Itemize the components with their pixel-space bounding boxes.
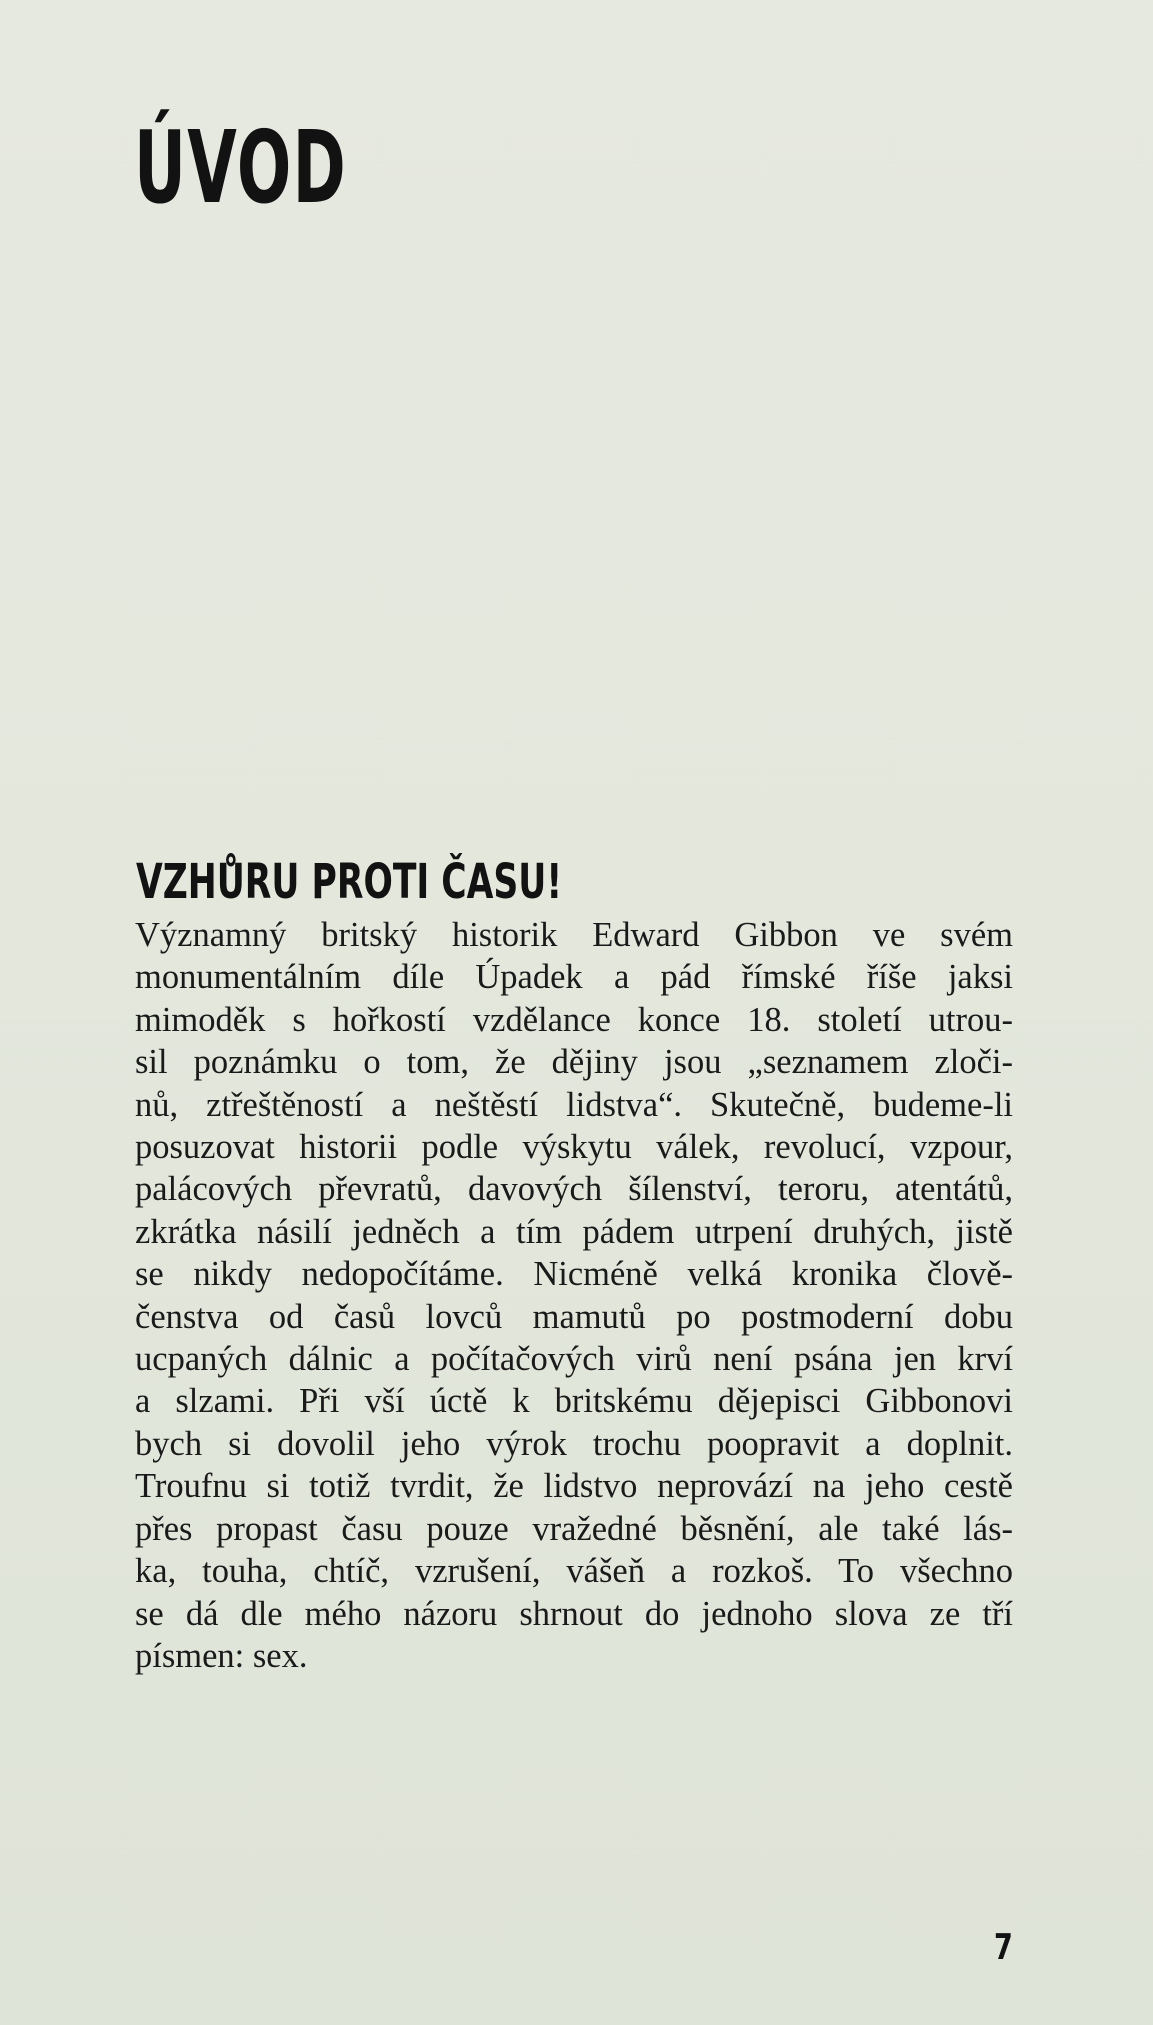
text-line: mimoděk s hořkostí vzdělance konce 18. století utrou- [135, 1000, 1013, 1039]
text-line: ucpaných dálnic a počítačových virů není psána jen krví [135, 1340, 1013, 1379]
body-paragraph [135, 914, 1013, 1677]
text-line: monumentálním díle Úpadek a pád římské říše jaksi [135, 958, 1013, 997]
text-line: písmen: sex. [135, 1636, 308, 1675]
text-line: čenstva od časů lovců mamutů po postmoderní dobu [135, 1297, 1013, 1336]
chapter-title: ÚVOD [134, 109, 348, 226]
text-line: posuzovat historii podle výskytu válek, revolucí, vzpour, [135, 1128, 1013, 1167]
text-line: ka, touha, chtíč, vzrušení, vášeň a rozkoš. To všechno [135, 1552, 1013, 1591]
text-line: přes propast času pouze vražedné běsnění, ale také lás- [135, 1509, 1013, 1548]
text-line: palácových převratů, davových šílenství, teroru, atentátů, [135, 1170, 1013, 1209]
text-line: se dá dle mého názoru shrnout do jednoho slova ze tří [135, 1594, 1013, 1633]
text-line: nů, ztřeštěností a neštěstí lidstva“. Skutečně, budeme-li [135, 1085, 1013, 1124]
text-line: se nikdy nedopočítáme. Nicméně velká kronika člově- [135, 1255, 1013, 1294]
text-line: bych si dovolil jeho výrok trochu poopravit a doplnit. [135, 1424, 1013, 1463]
text-line: Troufnu si totiž tvrdit, že lidstvo neprovází na jeho cestě [135, 1467, 1013, 1506]
page-number: 7 [994, 1927, 1013, 1968]
text-line: a slzami. Při vší úctě k britskému dějepisci Gibbonovi [135, 1382, 1013, 1421]
text-line: zkrátka násilí jedněch a tím pádem utrpení druhých, jistě [135, 1212, 1013, 1251]
text-line: sil poznámku o tom, že dějiny jsou „seznamem zloči- [135, 1043, 1013, 1082]
section-heading: VZHŮRU PROTI ČASU! [136, 854, 563, 910]
text-line: Významný britský historik Edward Gibbon ve svém [135, 916, 1013, 954]
